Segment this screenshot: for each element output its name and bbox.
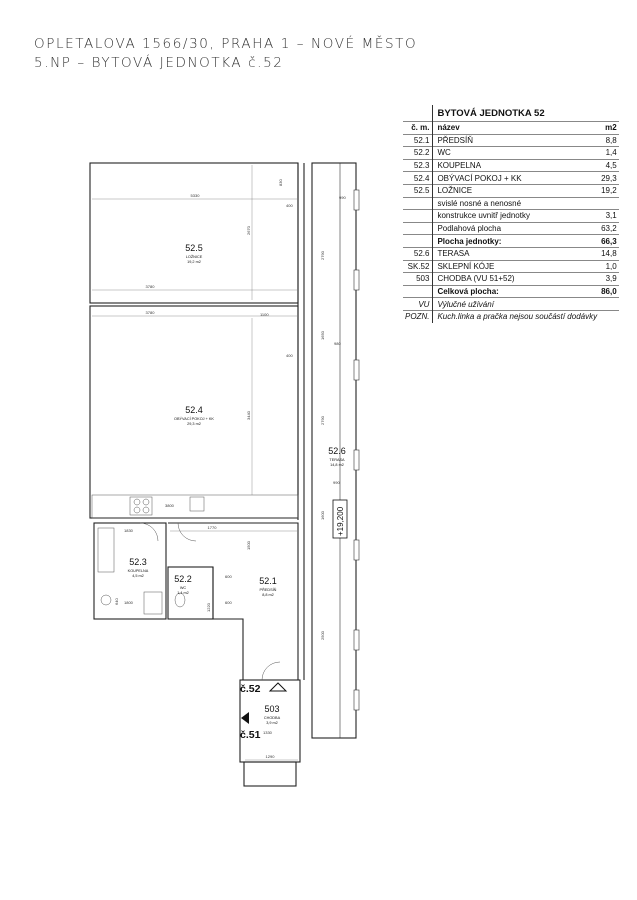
row-name: Celková plocha: bbox=[433, 285, 599, 298]
room-525-number: 52.5 bbox=[185, 243, 203, 253]
row-name: TERASA bbox=[433, 247, 599, 260]
level-marker: +19,200 bbox=[336, 506, 345, 536]
dim-label: 600 bbox=[225, 574, 232, 579]
dim-label: 1650 bbox=[320, 331, 325, 340]
row-area: 4,5 bbox=[599, 159, 619, 172]
area-table-title: BYTOVÁ JEDNOTKA 52 bbox=[437, 107, 545, 119]
row-area: 1,0 bbox=[599, 260, 619, 273]
railing-post bbox=[354, 190, 359, 210]
row-area: 86,0 bbox=[601, 287, 617, 297]
washing-machine bbox=[144, 592, 162, 614]
hob-burner bbox=[134, 507, 140, 513]
room-503-name: CHODBA bbox=[263, 716, 281, 720]
dim-label: 990 bbox=[339, 195, 346, 200]
dim-label: 1830 bbox=[124, 528, 133, 533]
hall-wall-lower bbox=[213, 567, 243, 680]
row-area: 14,8 bbox=[601, 249, 617, 259]
col-code-header: č. m. bbox=[403, 122, 433, 135]
dim-label: 2500 bbox=[320, 631, 325, 640]
room-526-area: 14,8 m2 bbox=[330, 463, 344, 467]
unit-51-arrow-icon bbox=[241, 712, 249, 724]
dim-label: 2670 bbox=[246, 226, 251, 235]
row-name: CHODBA (VU 51+52) bbox=[433, 273, 599, 286]
address-header: OPLETALOVA 1566/30, PRAHA 1 – NOVÉ MĚSTO bbox=[34, 36, 418, 52]
dim-label: 3440 bbox=[246, 411, 251, 420]
room-523-number: 52.3 bbox=[129, 557, 147, 567]
dim-label: 1220 bbox=[206, 603, 211, 612]
row-name: KOUPELNA bbox=[433, 159, 599, 172]
dim-label: 990 bbox=[333, 480, 340, 485]
room-503-number: 503 bbox=[264, 704, 280, 714]
unit-52-marker: č.52 bbox=[240, 683, 261, 695]
row-area: 29,3 bbox=[601, 173, 617, 183]
dim-label: 1100 bbox=[260, 312, 269, 317]
row-area: 3,1 bbox=[599, 210, 619, 223]
washbasin bbox=[101, 595, 111, 605]
dim-label: 2790 bbox=[320, 251, 325, 260]
row-name: SKLEPNÍ KÓJE bbox=[433, 260, 599, 273]
room-524-name: OBÝVACÍ POKOJ + KK bbox=[174, 417, 214, 421]
room-526-name: TERASA bbox=[329, 458, 345, 462]
kitchen-counter bbox=[92, 495, 298, 518]
room-522-number: 52.2 bbox=[174, 574, 192, 584]
dim-label: 1290 bbox=[265, 754, 275, 759]
railing-post bbox=[354, 630, 359, 650]
unit-51-marker: č.51 bbox=[240, 729, 261, 741]
dim-label: 830 bbox=[278, 179, 283, 186]
room-522-area: 1,4 m2 bbox=[177, 591, 189, 595]
col-area-header: m2 bbox=[599, 122, 619, 135]
unit-header: 5.NP – BYTOVÁ JEDNOTKA č.52 bbox=[34, 55, 284, 71]
dim-label: 3780 bbox=[145, 284, 155, 289]
dim-label: 3780 bbox=[145, 310, 155, 315]
row-code: 52.3 bbox=[403, 159, 433, 172]
row-name: Kuch.linka a pračka nejsou součástí dodávky bbox=[433, 310, 599, 322]
dim-label: 640 bbox=[114, 598, 119, 605]
row-name: PŘEDSÍŇ bbox=[433, 134, 599, 147]
dim-label: 400 bbox=[286, 203, 293, 208]
col-name-header: název bbox=[433, 122, 599, 135]
room-523-name: KOUPELNA bbox=[127, 569, 149, 573]
railing-post bbox=[354, 270, 359, 290]
kitchen-sink bbox=[190, 497, 204, 511]
room-524-area: 29,3 m2 bbox=[187, 422, 201, 426]
hob-burner bbox=[143, 507, 149, 513]
dim-label: 2790 bbox=[320, 416, 325, 425]
row-name: Plocha jednotky: bbox=[433, 235, 599, 248]
room-521-name: PŘEDSÍŇ bbox=[259, 588, 277, 592]
railing-post bbox=[354, 690, 359, 710]
row-code: 52.6 bbox=[403, 247, 433, 260]
dim-label: 980 bbox=[334, 341, 341, 346]
bedroom-wall bbox=[90, 163, 298, 303]
row-area: 3,9 bbox=[599, 273, 619, 286]
hob-burner bbox=[134, 499, 140, 505]
room-523-area: 4,5 m2 bbox=[132, 574, 144, 578]
door-swing bbox=[262, 662, 280, 680]
dim-label: 400 bbox=[286, 353, 293, 358]
dim-label: 1770 bbox=[207, 525, 217, 530]
row-code: SK.52 bbox=[403, 260, 433, 273]
dim-label: 5330 bbox=[190, 193, 200, 198]
dim-label: 1800 bbox=[124, 600, 133, 605]
room-503-area: 3,9 m2 bbox=[266, 721, 278, 725]
hob bbox=[130, 497, 152, 515]
row-name: OBÝVACÍ POKOJ + KK bbox=[433, 172, 599, 185]
row-name: Výlučné užívání bbox=[433, 298, 599, 311]
row-area: 63,2 bbox=[601, 224, 617, 234]
row-name: konstrukce uvnitř jednotky bbox=[433, 210, 599, 223]
door-swing bbox=[140, 523, 158, 541]
row-area: 1,4 bbox=[599, 147, 619, 160]
room-521-area: 8,8 m2 bbox=[262, 593, 274, 597]
row-name: Podlahová plocha bbox=[433, 222, 599, 235]
row-code: 52.4 bbox=[403, 172, 433, 185]
toilet bbox=[175, 593, 185, 607]
dim-label: 1600 bbox=[320, 511, 325, 520]
dim-label: 3800 bbox=[165, 503, 174, 508]
unit-52-arrow-icon bbox=[270, 683, 286, 691]
hall-wall bbox=[168, 523, 300, 680]
door-swing bbox=[178, 523, 196, 541]
room-525-area: 19,2 m2 bbox=[187, 260, 201, 264]
row-name: LOŽNICE bbox=[433, 184, 599, 197]
corridor-storage bbox=[244, 762, 296, 786]
dim-label: 1500 bbox=[246, 541, 251, 550]
row-name: WC bbox=[433, 147, 599, 160]
room-526-number: 52.6 bbox=[328, 446, 346, 456]
row-name: svislé nosné a nenosné bbox=[433, 197, 599, 210]
room-521-number: 52.1 bbox=[259, 576, 277, 586]
railing-post bbox=[354, 450, 359, 470]
row-code: 52.1 bbox=[403, 134, 433, 147]
row-area: 19,2 bbox=[601, 186, 617, 196]
row-area: 8,8 bbox=[599, 134, 619, 147]
row-code: POZN. bbox=[403, 310, 433, 322]
row-area: 66,3 bbox=[601, 236, 617, 246]
hob-burner bbox=[143, 499, 149, 505]
railing-post bbox=[354, 540, 359, 560]
row-code: VU bbox=[403, 298, 433, 311]
bathtub bbox=[98, 528, 114, 572]
dim-label: 1330 bbox=[263, 730, 272, 735]
room-524-number: 52.4 bbox=[185, 405, 203, 415]
room-522-name: WC bbox=[179, 586, 187, 590]
row-code: 52.5 bbox=[403, 184, 433, 197]
railing-post bbox=[354, 360, 359, 380]
walls bbox=[90, 163, 356, 786]
dim-label: 600 bbox=[225, 600, 232, 605]
row-code: 52.2 bbox=[403, 147, 433, 160]
row-code: 503 bbox=[403, 273, 433, 286]
room-525-name: LOŽNICE bbox=[185, 255, 203, 259]
